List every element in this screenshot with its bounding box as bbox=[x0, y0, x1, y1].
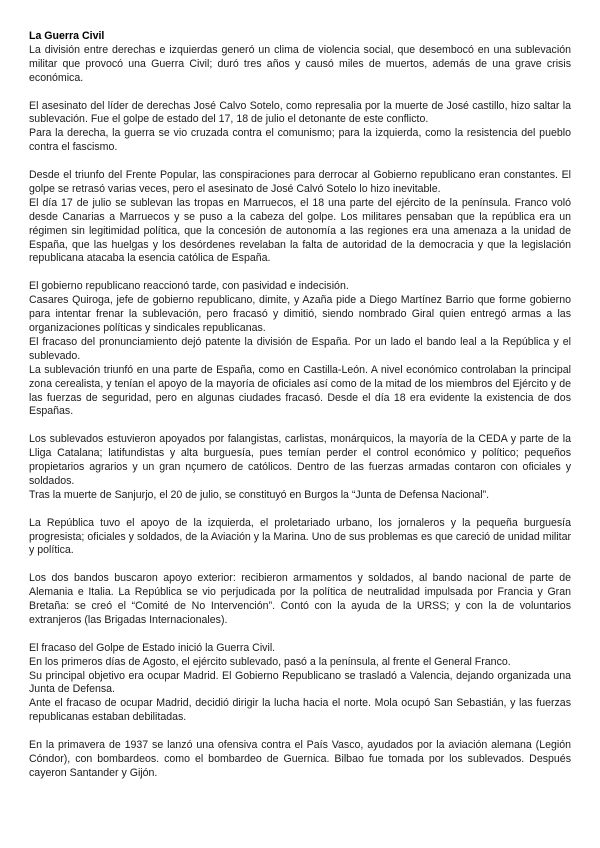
text-line: Los sublevados estuvieron apoyados por falangistas, carlistas, monárquicos, la mayoría de la CEDA y parte de la Lliga Catalana; latifundistas y alta burguesía, pues temían perder el control económico y político; pequeños propietarios agrarios y un gran nçumero de católicos. Dentro de las fuerzas armadas contaron con oficiales y soldados. bbox=[29, 433, 571, 487]
text-line: Desde el triunfo del Frente Popular, las conspiraciones para derrocar al Gobierno republicano eran constantes. El golpe se retrasó varias veces, pero el asesinato de José Calvó Sotelo lo hizo inevitable. bbox=[29, 169, 571, 195]
paragraph-conspiracy bbox=[29, 169, 571, 266]
document-title: La Guerra Civil bbox=[29, 30, 105, 42]
text-line: El gobierno republicano reaccionó tarde, con pasividad e indecisión. bbox=[29, 280, 349, 293]
text-line: El fracaso del Golpe de Estado inició la Guerra Civil. bbox=[29, 641, 276, 654]
paragraph-intro bbox=[29, 44, 571, 86]
paragraph-foreign-support bbox=[29, 572, 571, 628]
paragraph-north-offensive bbox=[29, 739, 571, 781]
text-line: Ante el fracaso de ocupar Madrid, decidió dirigir la lucha hacia el norte. Mola ocupó San Sebastián, y las fuerzas republicanas estaban debilitadas. bbox=[29, 697, 571, 724]
text-line: El día 17 de julio se sublevan las tropas en Marruecos, el 18 una parte del ejército de la península. Franco voló desde Canarias a Marruecos y se puso a la cabeza del golpe. Los militares pensaban que la república era un régimen sin legitimidad política, que la concesión de autonomía a las regiones era una amenaza a la unidad de España, que las huelgas y los desórdenes revelaban la falta de autoridad de la democracia y que la legislación republicana atacaba la esencia católica de España. bbox=[29, 196, 571, 265]
document-page bbox=[29, 30, 571, 795]
text-line: Su principal objetivo era ocupar Madrid. El Gobierno Republicano se trasladó a Valencia, dejando organizada una Junta de Defensa. bbox=[29, 669, 571, 696]
paragraph-government-reaction bbox=[29, 280, 571, 419]
paragraph-republic-support bbox=[29, 517, 571, 559]
text-line: Casares Quiroga, jefe de gobierno republicano, dimite, y Azaña pide a Diego Martínez Barrio que forme gobierno para intentar frenar la sublevación, pero fracasó y dimitió, siendo nombrado Giral quien entregó armas a las organizaciones políticas y sindicales republicanas. bbox=[29, 294, 571, 334]
text-line: Para la derecha, la guerra se vio cruzada contra el comunismo; para la izquierda, como la resistencia del pueblo contra el fascismo. bbox=[29, 127, 571, 154]
text-line: Tras la muerte de Sanjurjo, el 20 de julio, se constituyó en Burgos la “Junta de Defensa Nacional”. bbox=[29, 488, 490, 501]
text-line: Los dos bandos buscaron apoyo exterior: recibieron armamentos y soldados, al bando nacional de parte de Alemania e Italia. La República se vio perjudicada por la política de neutralidad impulsada por Francia y Gran Bretaña: se creó el “Comité de No Intervención”. Contó con la ayuda de la URSS; y con la de voluntarios extranjeros (las Brigadas Internacionales). bbox=[29, 572, 571, 626]
paragraph-war-start bbox=[29, 642, 571, 725]
paragraph-rebel-support bbox=[29, 433, 571, 503]
paragraph-assassination bbox=[29, 100, 571, 156]
text-line: La sublevación triunfó en una parte de España, como en Castilla-León. A nivel económico controlaban la principal zona cerealista, y tenían el apoyo de la mayoría de oficiales así como de la mitad de los miembros del Ejército y de las fuerzas de seguridad, pero en algunas ciudades fracasó. Desde el día 18 era evidente la existencia de dos Españas. bbox=[29, 363, 571, 418]
text-line: El asesinato del líder de derechas José Calvo Sotelo, como represalia por la muerte de José castillo, hizo saltar la sublevación. Fue el golpe de estado del 17, 18 de julio el detonante de este conflicto. bbox=[29, 99, 571, 126]
text-line: El fracaso del pronunciamiento dejó patente la división de España. Por un lado el bando leal a la República y el sublevado. bbox=[29, 335, 571, 362]
text-line: La división entre derechas e izquierdas generó un clima de violencia social, que desembocó en una sublevación militar que provocó una Guerra Civil; duró tres años y causó miles de muertos, además de una grave crisis económica. bbox=[29, 43, 571, 84]
text-line: La República tuvo el apoyo de la izquierda, el proletariado urbano, los jornaleros y la pequeña burguesía progresista; oficiales y soldados, de la Aviación y la Marina. Uno de sus problemas es que careció de unidad militar y política. bbox=[29, 516, 571, 557]
text-line: En los primeros días de Agosto, el ejército sublevado, pasó a la península, al frente el General Franco. bbox=[29, 655, 511, 668]
text-line: En la primavera de 1937 se lanzó una ofensiva contra el País Vasco, ayudados por la aviación alemana (Legión Cóndor), con bombardeos. como el bombardeo de Guernica. Bilbao fue tomada por los sublevados. Después cayeron Santander y Gijón. bbox=[29, 739, 571, 779]
